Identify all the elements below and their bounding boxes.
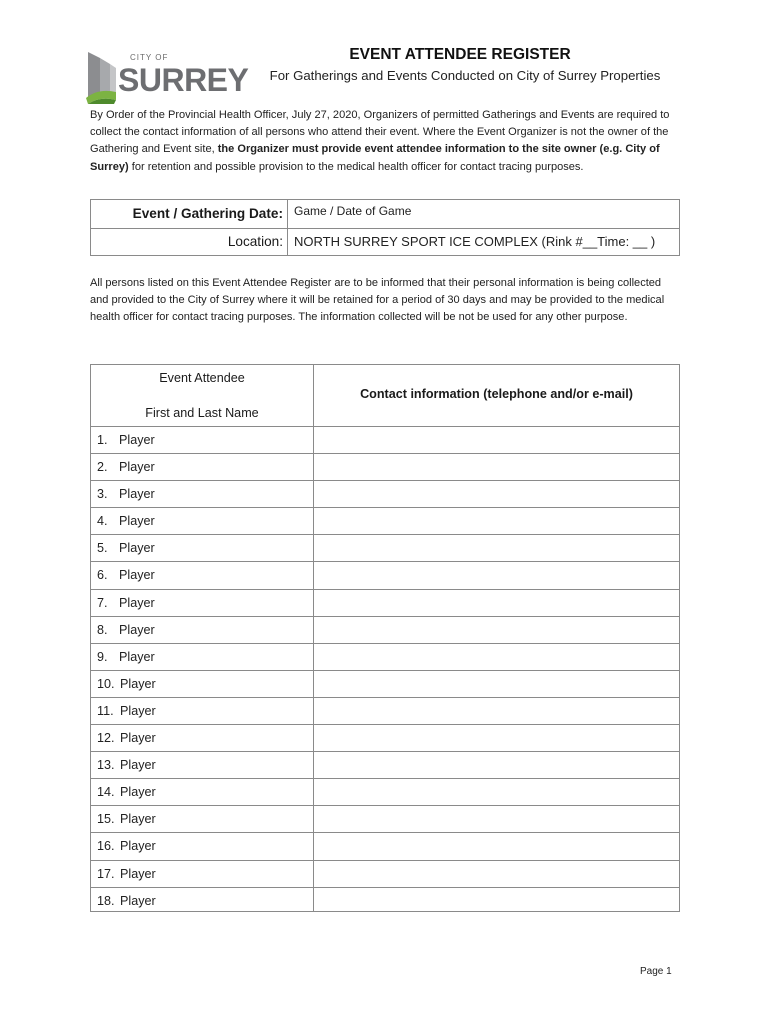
contact-info-cell[interactable] <box>314 698 679 724</box>
row-number: 9. <box>97 649 108 664</box>
contact-info-cell[interactable] <box>314 725 679 751</box>
table-row <box>91 617 679 644</box>
logo-city-of-text: CITY OF <box>130 53 169 62</box>
table-row <box>91 861 679 888</box>
attendee-name-cell[interactable]: Player <box>120 785 156 800</box>
contact-info-cell[interactable] <box>314 617 679 643</box>
attendee-name-cell[interactable]: Player <box>120 731 156 746</box>
contact-info-cell[interactable] <box>314 888 679 915</box>
table-row <box>91 698 679 725</box>
contact-info-cell[interactable] <box>314 779 679 805</box>
table-row <box>91 725 679 752</box>
row-number: 6. <box>97 568 108 583</box>
attendee-name-cell[interactable]: Player <box>120 866 156 881</box>
row-number: 13. <box>97 758 115 773</box>
contact-info-cell[interactable] <box>314 644 679 670</box>
contact-info-cell[interactable] <box>314 806 679 832</box>
contact-info-cell[interactable] <box>314 861 679 887</box>
contact-info-cell[interactable] <box>314 562 679 588</box>
intro-paragraph <box>90 107 690 176</box>
attendee-table-header <box>91 365 679 427</box>
attendee-rows <box>91 427 679 915</box>
row-number: 12. <box>97 731 115 746</box>
event-info-table <box>90 199 680 256</box>
header-contact-information: Contact information (telephone and/or e-mail) <box>360 387 633 401</box>
row-number: 5. <box>97 541 108 556</box>
table-row <box>91 562 679 589</box>
table-row <box>91 888 679 915</box>
contact-info-cell[interactable] <box>314 590 679 616</box>
contact-info-cell[interactable] <box>314 427 679 453</box>
attendee-name-cell[interactable]: Player <box>119 487 155 502</box>
header-event-attendee: Event Attendee <box>159 371 245 385</box>
contact-info-cell[interactable] <box>314 481 679 507</box>
attendee-name-cell[interactable]: Player <box>119 649 155 664</box>
row-number: 15. <box>97 812 115 827</box>
location-row <box>91 228 679 256</box>
contact-info-cell[interactable] <box>314 752 679 778</box>
row-number: 10. <box>97 676 115 691</box>
attendee-name-cell[interactable]: Player <box>119 433 155 447</box>
row-number: 3. <box>97 487 108 502</box>
event-date-label: Event / Gathering Date: <box>91 200 288 228</box>
row-number: 8. <box>97 622 108 637</box>
header-first-last-name: First and Last Name <box>145 406 259 420</box>
row-number: 4. <box>97 514 108 529</box>
intro-bold-2: (e.g. City of Surrey) <box>90 143 660 173</box>
contact-info-cell[interactable] <box>314 454 679 480</box>
privacy-notice: All persons listed on this Event Attendee Register are to be informed that their personal information is being collected and provided to the City of Surrey where it will be retained for a period of 30 days and may be provided to the medical health officer for contact tracing purposes. The information collected will be not be used for any other purpose. <box>90 277 665 324</box>
row-number: 18. <box>97 893 115 908</box>
city-of-surrey-logo <box>86 48 249 106</box>
row-number: 11. <box>97 703 114 718</box>
row-number: 1. <box>97 433 108 447</box>
attendee-name-cell[interactable]: Player <box>120 703 156 718</box>
page-subtitle: For Gatherings and Events Conducted on City of Surrey Properties <box>269 68 661 83</box>
event-date-field[interactable]: Game / Date of Game <box>294 204 412 218</box>
table-row <box>91 508 679 535</box>
page-number: Page 1 <box>640 966 672 977</box>
table-row <box>91 752 679 779</box>
row-number: 16. <box>97 839 115 854</box>
table-row <box>91 590 679 617</box>
location-field[interactable]: NORTH SURREY SPORT ICE COMPLEX (Rink #__Time: __ ) <box>294 234 656 249</box>
attendee-name-cell[interactable]: Player <box>119 460 155 475</box>
contact-info-cell[interactable] <box>314 535 679 561</box>
attendee-name-cell[interactable]: Player <box>119 595 155 610</box>
table-row <box>91 454 679 481</box>
contact-info-cell[interactable] <box>314 833 679 859</box>
event-date-row <box>91 200 679 229</box>
logo-surrey-wordmark: SURREY <box>118 62 249 98</box>
page-title: EVENT ATTENDEE REGISTER <box>349 46 571 63</box>
attendee-name-cell[interactable]: Player <box>119 514 155 529</box>
contact-info-cell[interactable] <box>314 508 679 534</box>
location-label: Location: <box>91 228 288 256</box>
attendee-name-cell[interactable]: Player <box>119 568 155 583</box>
attendee-name-cell[interactable]: Player <box>120 676 156 691</box>
attendee-name-cell[interactable]: Player <box>120 812 156 827</box>
table-row <box>91 671 679 698</box>
intro-text-2: for retention and possible provision to the medical health officer for contact tracing purposes. <box>128 160 584 173</box>
row-number: 2. <box>97 460 108 475</box>
attendee-name-cell[interactable]: Player <box>119 622 155 637</box>
table-row <box>91 427 679 454</box>
intro-text-1: By Order of the Provincial Health Officer, July 27, 2020, Organizers of permitted Gatherings and Events are required to collect the contact information of all persons who attend their event. Where the Event Organizer is not the owner of the Gathering and Event site, <box>90 109 670 156</box>
row-number: 17. <box>97 866 115 881</box>
table-row <box>91 535 679 562</box>
table-row <box>91 833 679 860</box>
table-row <box>91 481 679 508</box>
table-row <box>91 779 679 806</box>
attendee-name-cell[interactable]: Player <box>120 893 156 908</box>
attendee-name-cell[interactable]: Player <box>120 758 156 773</box>
attendee-name-cell[interactable]: Player <box>119 541 155 556</box>
contact-info-cell[interactable] <box>314 671 679 697</box>
attendee-name-cell[interactable]: Player <box>120 839 156 854</box>
row-number: 14. <box>97 785 115 800</box>
table-row <box>91 806 679 833</box>
attendee-table <box>90 364 680 912</box>
intro-bold-1: the Organizer must provide event attendee information to the site owner <box>217 143 597 156</box>
row-number: 7. <box>97 595 108 610</box>
table-row <box>91 644 679 671</box>
